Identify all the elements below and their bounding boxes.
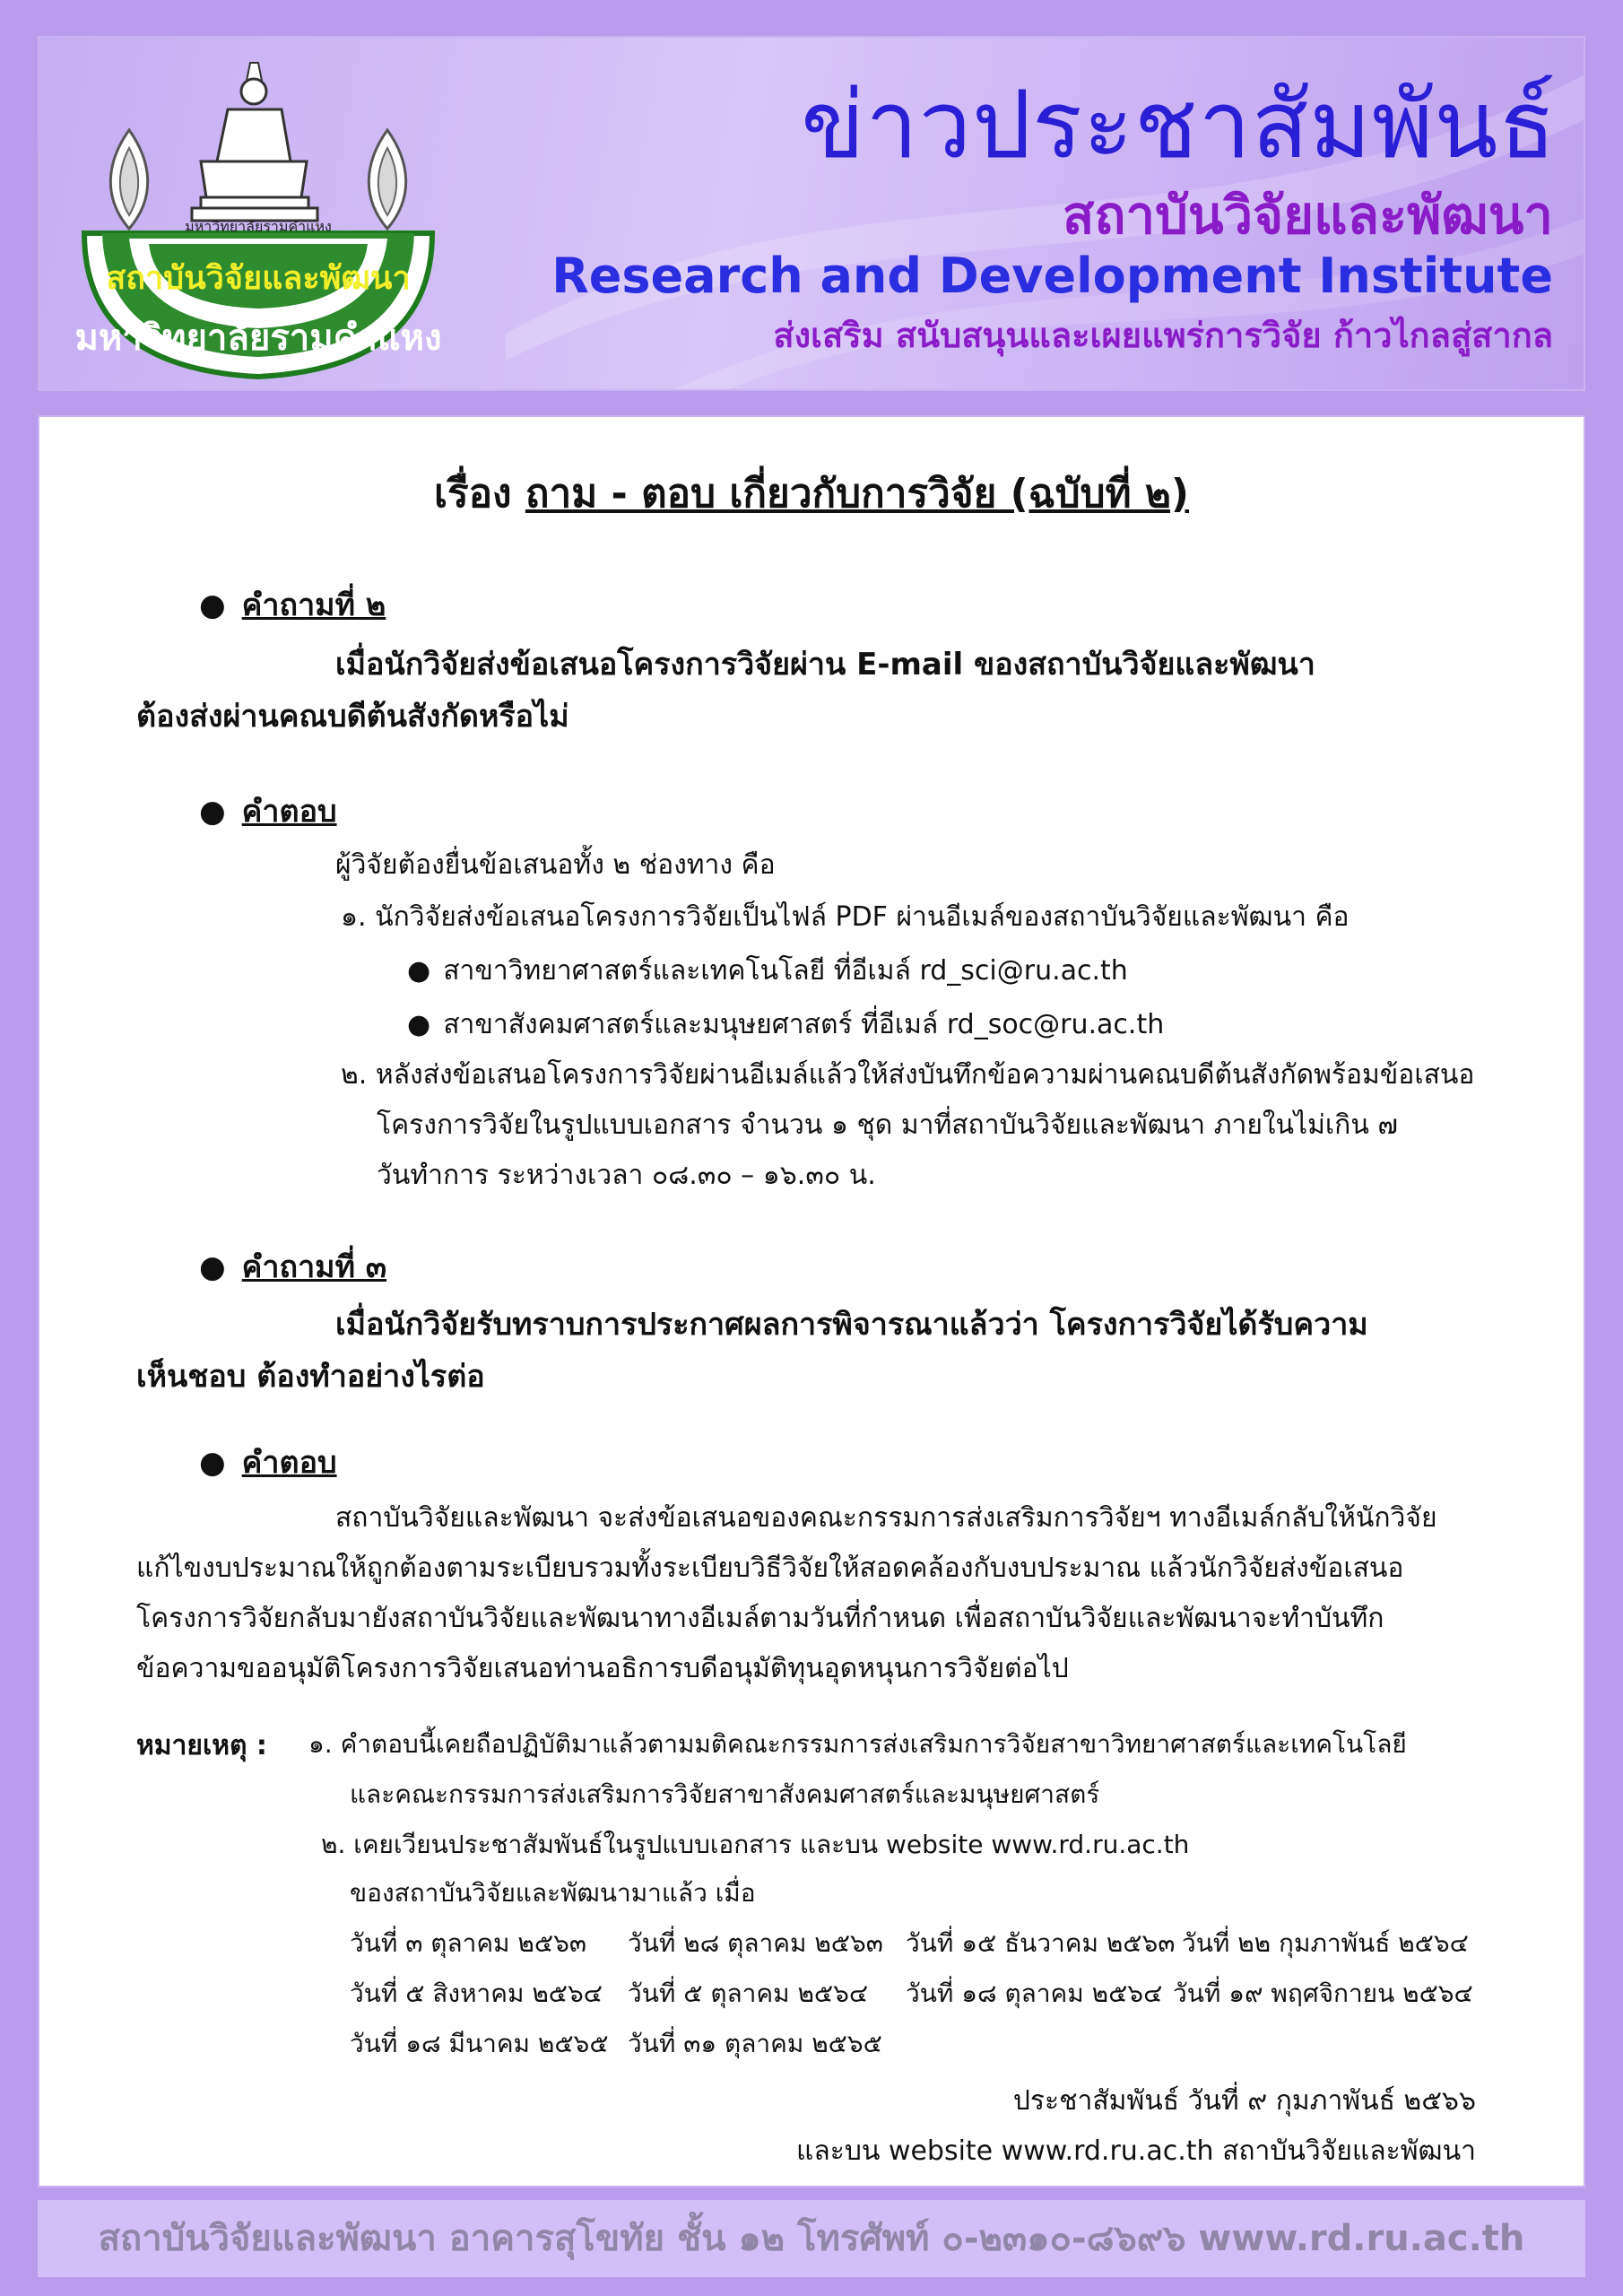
- bullet-icon: ●: [407, 1009, 431, 1040]
- bullet-icon: ●: [199, 1249, 226, 1285]
- institute-logo: [66, 54, 450, 391]
- answer-2-item-1: ๑. นักวิจัยส่งข้อเสนอโครงการวิจัยเป็นไฟล์ PDF ผ่านอีเมล์ของสถาบันวิจัยและพัฒนา คือ: [341, 901, 1350, 933]
- bullet-icon: ●: [199, 794, 226, 830]
- note-item-2-line-1: ๒. เคยเวียนประชาสัมพันธ์ในรูปแบบเอกสาร และบน website www.rd.ru.ac.th: [321, 1830, 1190, 1859]
- note-date: วันที่ ๓ ตุลาคม ๒๕๖๓: [350, 1928, 586, 1958]
- answer-2-item-2-line-1: ๒. หลังส่งข้อเสนอโครงการวิจัยผ่านอีเมล์แล้วให้ส่งบันทึกข้อความผ่านคณบดีต้นสังกัดพร้อมข้อเสนอ: [341, 1059, 1475, 1091]
- publish-website: และบน website www.rd.ru.ac.th สถาบันวิจัยและพัฒนา: [796, 2135, 1476, 2167]
- header-institute-thai: สถาบันวิจัยและพัฒนา: [1062, 185, 1553, 246]
- title-main: ถาม - ตอบ เกี่ยวกับการวิจัย (ฉบับที่ ๒): [525, 471, 1190, 517]
- answer-3-line-2: แก้ไขงบประมาณให้ถูกต้องตามระเบียบรวมทั้งระเบียบวิธีวิจัยให้สอดคล้องกับงบประมาณ แล้วนักวิจัยส่งข้อเสนอ: [136, 1552, 1404, 1584]
- note-item-1-line-2: และคณะกรรมการส่งเสริมการวิจัยสาขาสังคมศาสตร์และมนุษยศาสตร์: [350, 1779, 1100, 1809]
- bullet-icon: ●: [199, 587, 226, 623]
- bullet-icon: ●: [199, 1445, 226, 1481]
- svg-text:สถาบันวิจัยและพัฒนา: สถาบันวิจัยและพัฒนา: [106, 260, 411, 297]
- note-item-1-line-1: ๑. คำตอบนี้เคยถือปฏิบัติมาแล้วตามมติคณะกรรมการส่งเสริมการวิจัยสาขาวิทยาศาสตร์และเทคโนโลยี: [308, 1729, 1407, 1759]
- left-flame-ornament: [110, 130, 147, 229]
- header-title: ข่าวประชาสัมพันธ์: [801, 70, 1557, 179]
- answer-3-label: คำตอบ: [241, 1445, 337, 1481]
- question-2-label: คำถามที่ ๒: [241, 587, 386, 623]
- statue-figure: [192, 63, 317, 221]
- answer-2-label: คำตอบ: [241, 794, 337, 830]
- note-date: วันที่ ๑๙ พฤศจิกายน ๒๕๖๔: [1173, 1979, 1473, 2008]
- answer-2-sub-item-2: ● สาขาสังคมศาสตร์และมนุษยศาสตร์ ที่อีเมล์ rd_soc@ru.ac.th: [407, 1009, 1165, 1040]
- note-date: วันที่ ๒๒ กุมภาพันธ์ ๒๕๖๔: [1182, 1928, 1469, 1958]
- note-date: วันที่ ๕ ตุลาคม ๒๕๖๔: [628, 1979, 869, 2008]
- answer-3-heading: [199, 1438, 337, 1486]
- header-banner: [38, 36, 1585, 391]
- publish-date: ประชาสัมพันธ์ วันที่ ๙ กุมภาพันธ์ ๒๕๖๖: [1012, 2085, 1476, 2117]
- question-3-line-1: เมื่อนักวิจัยรับทราบการประกาศผลการพิจารณาแล้วว่า โครงการวิจัยได้รับความ: [335, 1307, 1368, 1343]
- question-2-line-1: เมื่อนักวิจัยส่งข้อเสนอโครงการวิจัยผ่าน E-mail ของสถาบันวิจัยและพัฒนา: [335, 647, 1315, 683]
- question-3-line-2: เห็นชอบ ต้องทำอย่างไรต่อ: [136, 1359, 485, 1395]
- answer-3-line-4: ข้อความขออนุมัติโครงการวิจัยเสนอท่านอธิการบดีอนุมัติทุนอุดหนุนการวิจัยต่อไป: [136, 1653, 1069, 1684]
- question-3-label: คำถามที่ ๓: [241, 1249, 387, 1285]
- answer-3-line-1: สถาบันวิจัยและพัฒนา จะส่งข้อเสนอของคณะกรรมการส่งเสริมการวิจัยฯ ทางอีเมล์กลับให้นักวิจัย: [335, 1502, 1437, 1534]
- note-date: วันที่ ๑๘ มีนาคม ๒๕๖๕: [350, 2029, 609, 2058]
- answer-2-item-2-line-3: วันทำการ ระหว่างเวลา ๐๘.๓๐ – ๑๖.๓๐ น.: [377, 1160, 876, 1191]
- footer-contact: สถาบันวิจัยและพัฒนา อาคารสุโขทัย ชั้น ๑๒ โทรศัพท์ ๐-๒๓๑๐-๘๖๙๖ www.rd.ru.ac.th: [38, 2200, 1585, 2277]
- header-slogan: ส่งเสริม สนับสนุนและเผยแพร่การวิจัย ก้าวไกลสู่สากล: [773, 316, 1553, 355]
- question-2-line-2: ต้องส่งผ่านคณบดีต้นสังกัดหรือไม่: [136, 699, 569, 735]
- answer-2-sub-item-1: ● สาขาวิทยาศาสตร์และเทคโนโลยี ที่อีเมล์ rd_sci@ru.ac.th: [407, 955, 1128, 987]
- note-date: วันที่ ๒๘ ตุลาคม ๒๕๖๓: [628, 1928, 883, 1958]
- bullet-icon: ●: [407, 955, 431, 987]
- answer-2-item-2-line-2: โครงการวิจัยในรูปแบบเอกสาร จำนวน ๑ ชุด มาที่สถาบันวิจัยและพัฒนา ภายในไม่เกิน ๗: [377, 1109, 1398, 1141]
- svg-text:มหาวิทยาลัยรามคำแหง: มหาวิทยาลัยรามคำแหง: [74, 317, 442, 359]
- note-label: หมายเหตุ :: [136, 1730, 267, 1761]
- answer-2-intro: ผู้วิจัยต้องยื่นข้อเสนอทั้ง ๒ ช่องทาง คือ: [335, 849, 776, 881]
- note-date: วันที่ ๓๑ ตุลาคม ๒๕๖๕: [628, 2029, 882, 2058]
- note-date: วันที่ ๑๘ ตุลาคม ๒๕๖๔: [906, 1979, 1163, 2008]
- question-3-heading: [199, 1242, 386, 1291]
- document-title: [39, 462, 1584, 525]
- svg-text:มหาวิทยาลัยรามคำแหง: มหาวิทยาลัยรามคำแหง: [185, 218, 332, 235]
- right-flame-ornament: [369, 130, 405, 229]
- header-institute-english: Research and Development Institute: [551, 248, 1553, 304]
- answer-2-heading: [199, 787, 337, 835]
- answer-3-line-3: โครงการวิจัยกลับมายังสถาบันวิจัยและพัฒนาทางอีเมล์ตามวันที่กำหนด เพื่อสถาบันวิจัยและพัฒนาจะทำบันทึก: [136, 1603, 1384, 1634]
- note-item-2-line-2: ของสถาบันวิจัยและพัฒนามาแล้ว เมื่อ: [350, 1878, 756, 1908]
- document-body: [38, 415, 1585, 2187]
- note-date: วันที่ ๑๕ ธันวาคม ๒๕๖๓: [906, 1928, 1176, 1958]
- note-date: วันที่ ๕ สิงหาคม ๒๕๖๔: [350, 1979, 603, 2008]
- title-prefix: เรื่อง: [433, 471, 512, 517]
- question-2-heading: [199, 580, 386, 629]
